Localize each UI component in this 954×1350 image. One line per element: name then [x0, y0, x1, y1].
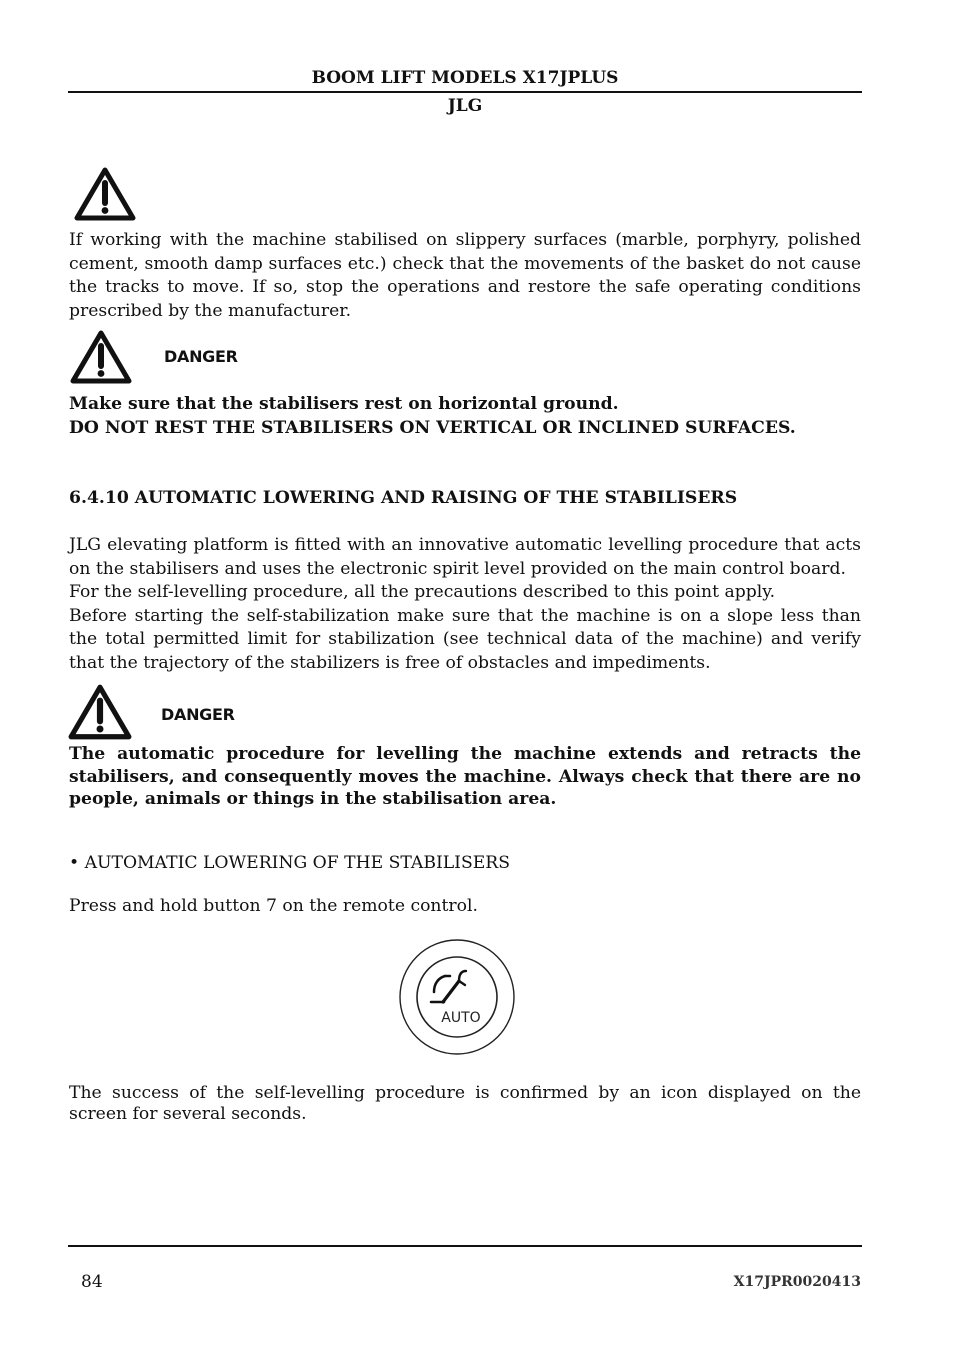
danger-levelling-text — [69, 743, 861, 811]
doc-code: X17JPR0020413 — [733, 1274, 861, 1290]
header-rule — [68, 91, 862, 93]
warning-slippery-text — [69, 229, 861, 323]
section-heading: 6.4.10 AUTOMATIC LOWERING AND RAISING OF THE STABILISERS — [69, 488, 738, 508]
danger-stabilisers-text — [69, 393, 861, 440]
section-paragraph-1: JLG elevating platform is fitted with an innovative automatic levelling procedure that acts on the stabilisers and uses the electronic spirit level provided on the main control board. — [69, 535, 861, 579]
auto-lowering-bullet: • AUTOMATIC LOWERING OF THE STABILISERS — [69, 853, 510, 873]
button-7-auto — [398, 938, 516, 1056]
auto-stabiliser-button-icon — [398, 938, 516, 1056]
danger-line-1: Make sure that the stabilisers rest on horizontal ground. — [69, 394, 619, 414]
danger-label: DANGER — [161, 705, 235, 724]
header-title: BOOM LIFT MODELS X17JPLUS — [311, 68, 619, 88]
section-paragraph-2: For the self-levelling procedure, all the precautions described to this point apply. — [69, 582, 776, 602]
danger-line-2: DO NOT REST THE STABILISERS ON VERTICAL OR INCLINED SURFACES. — [69, 417, 796, 438]
auto-lowering-result-paragraph: The success of the self-levelling procedure is confirmed by an icon displayed on the screen for several seconds. — [69, 1083, 861, 1124]
page-number: 84 — [81, 1272, 103, 1292]
section-paragraph-3: Before starting the self-stabilization make sure that the machine is on a slope less than the total permitted limit for stabilization (see technical data of the machine) and verify that the trajectory of the stabilizers is free of obstacles and impediments. — [69, 605, 861, 673]
warning-triangle-icon — [73, 166, 137, 222]
warning-triangle-icon — [69, 329, 133, 385]
auto-lowering-instruction: Press and hold button 7 on the remote control. — [69, 896, 478, 916]
footer-rule — [68, 1245, 862, 1247]
danger-levelling-paragraph: The automatic procedure for levelling the machine extends and retracts the stabilisers, and consequently moves the machine. Always check that there are no people, animals or things in the stabilisation area. — [69, 744, 861, 809]
danger-label: DANGER — [164, 347, 238, 366]
warning-triangle-icon — [67, 683, 133, 741]
warning-slippery-paragraph: If working with the machine stabilised on slippery surfaces (marble, porphyry, polished cement, smooth damp surfaces etc.) check that the movements of the basket do not cause the tracks to move. If so, stop the operations and restore the safe operating conditions prescribed by the manufacturer. — [69, 230, 861, 321]
section-body — [69, 534, 861, 675]
auto-button-label: AUTO — [441, 1010, 481, 1026]
header-brand: JLG — [447, 96, 483, 116]
auto-lowering-result — [69, 1083, 861, 1125]
